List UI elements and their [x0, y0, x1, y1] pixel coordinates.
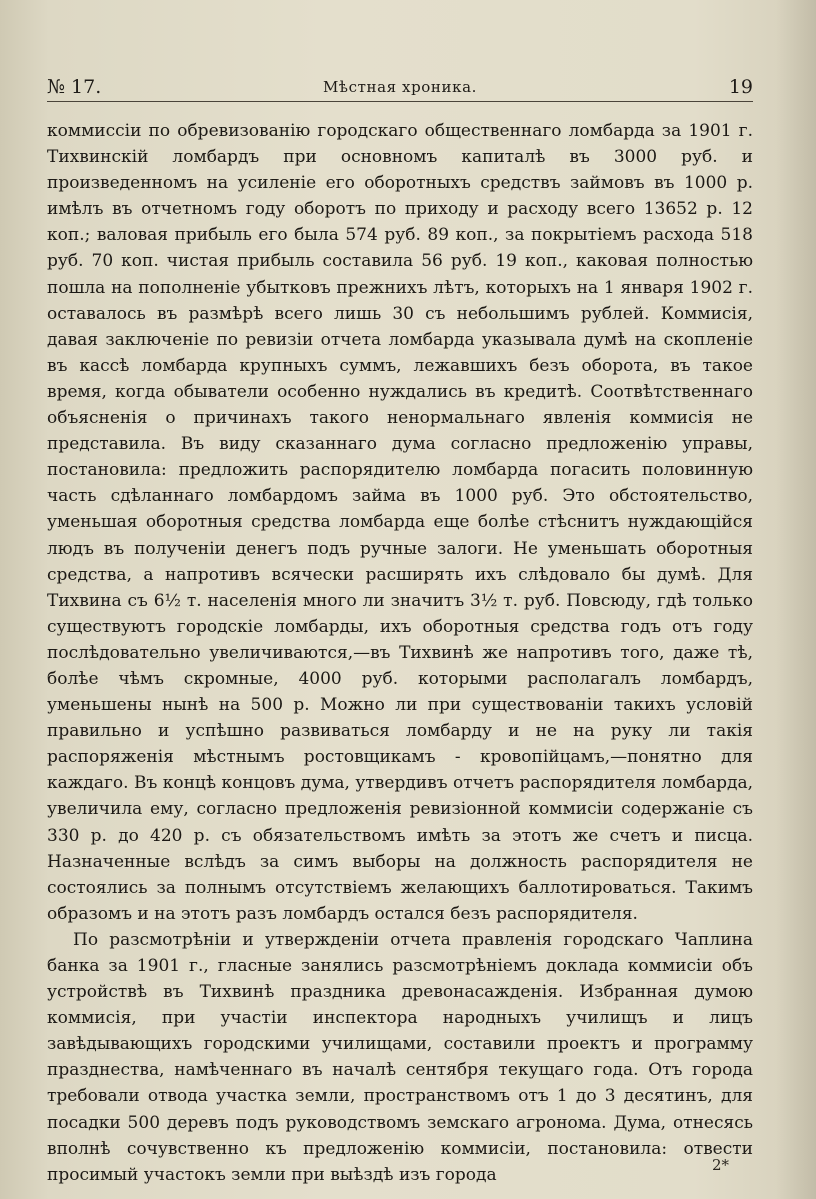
- page-number: 19: [728, 76, 753, 98]
- section-title: Мѣстная хроника.: [322, 78, 478, 96]
- signature-mark: 2*: [712, 1156, 730, 1174]
- paragraph-tree-planting: По разсмотрѣнiи и утвержденiи отчета правленiя городскаго Чаплина банка за 1901 г., гласные занялись разсмотрѣнiемъ доклада коммисiи объ устройствѣ въ Тихвинѣ праздника древонасажденiя. Избранная думою коммисiя, при участiи инспектора народныхъ училищъ и лицъ завѣдывающихъ городскими училищами, составили проектъ и программу празднества, намѣченнаго въ началѣ сентября текущаго года. Отъ города требовали отвода участка земли, пространствомъ отъ 1 до 3 десятинъ, для посадки 500 деревъ подъ руководствомъ земскаго агронома. Дума, отнесясь вполнѣ сочувственно къ предложенiю коммисiи, постановила: отвести просимый участокъ земли при выѣздѣ изъ города: [47, 929, 753, 1185]
- page-edge-shadow: [776, 0, 816, 1199]
- body-text: [47, 118, 753, 1188]
- header-rule: [47, 101, 753, 102]
- running-header: [47, 74, 753, 104]
- issue-number: № 17.: [47, 76, 102, 98]
- paragraph-pawnshop: коммиссiи по обревизованiю городскаго общественнаго ломбарда за 1901 г. Тихвинскiй ломбардъ при основномъ капиталѣ въ 3000 руб. и произведенномъ на усиленiе его оборотныхъ средствъ займовъ въ 1000 р. имѣлъ въ отчетномъ году оборотъ по приходу и расходу всего 13652 р. 12 коп.; валовая прибыль его была 574 руб. 89 коп., за покрытiемъ расхода 518 руб. 70 коп. чистая прибыль составила 56 руб. 19 коп., каковая полностью пошла на пополненiе убытковъ прежнихъ лѣтъ, которыхъ на 1 января 1902 г. оставалось въ размѣрѣ всего лишь 30 съ небольшимъ рублей. Коммисiя, давая заключенiе по ревизiи отчета ломбарда указывала думѣ на скопленiе въ кассѣ ломбарда крупныхъ суммъ, лежавшихъ безъ оборота, въ такое время, когда обыватели особенно нуждались въ кредитѣ. Соотвѣтственнаго объясненiя о причинахъ такого ненормальнаго явленiя коммисiя не представила. Въ виду сказаннаго дума согласно предложенiю управы, постановила: предложить распорядителю ломбарда погасить половинную часть сдѣланнаго ломбардомъ займа въ 1000 руб. Это обстоятельство, уменьшая оборотныя средства ломбарда еще болѣе стѣснитъ нуждающiйся людъ въ полученiи денегъ подъ ручные залоги. Не уменьшать оборотныя средства, а напротивъ всячески расширять ихъ слѣдовало бы думѣ. Для Тихвина съ 6½ т. населенiя много ли значитъ 3½ т. руб. Повсюду, гдѣ только существуютъ городскiе ломбарды, ихъ оборотныя средства годъ отъ году послѣдовательно увеличиваются,—въ Тихвинѣ же напротивъ того, даже тѣ, болѣе чѣмъ скромные, 4000 руб. которыми располагалъ ломбардъ, уменьшены нынѣ на 500 р. Можно ли при существованiи такихъ условiй правильно и успѣшно развиваться ломбарду и не на руку ли такiя распоряженiя мѣстнымъ ростовщикамъ - кровопiйцамъ,—понятно для каждаго. Въ концѣ концовъ дума, утвердивъ отчетъ распорядителя ломбарда, увеличила ему, согласно предложенiя ревизiонной коммисiи содержанiе съ 330 р. до 420 р. съ обязательствомъ имѣть за этотъ же счетъ и писца. Назначенные вслѣдъ за симъ выборы на должность распорядителя не состоялись за полнымъ отсутствiемъ желающихъ баллотироваться. Такимъ образомъ и на этотъ разъ ломбардъ остался безъ распорядителя.: [47, 121, 753, 924]
